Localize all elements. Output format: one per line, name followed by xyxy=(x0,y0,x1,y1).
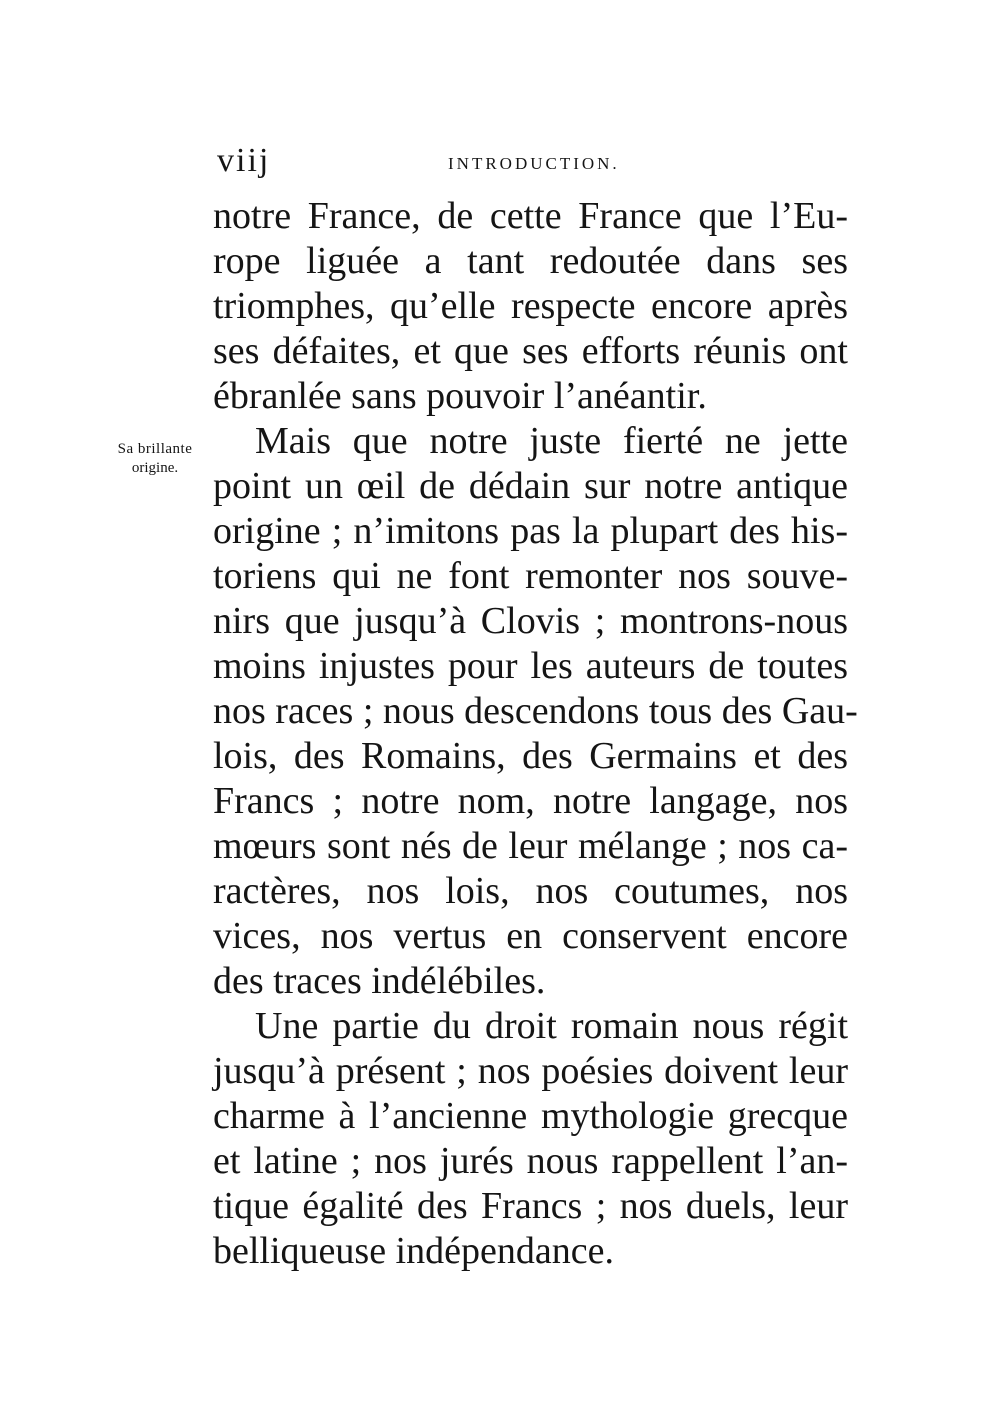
text-line: ébranlée sans pouvoir l’anéantir. xyxy=(213,375,707,417)
paragraph-2 xyxy=(213,419,858,1004)
running-head xyxy=(213,142,848,182)
text-line: nos races ; nous descendons tous des Gau- xyxy=(213,690,858,732)
text-line: toriens qui ne font remonter nos souve- xyxy=(213,555,848,597)
text-line: origine ; n’imitons pas la plupart des his- xyxy=(213,510,848,552)
text-line: belliqueuse indépendance. xyxy=(213,1230,614,1272)
text-line: Mais que notre juste fierté ne jette xyxy=(255,420,848,462)
paragraph-1 xyxy=(213,194,848,419)
text-line: nirs que jusqu’à Clovis ; montrons-nous xyxy=(213,600,848,642)
text-line: tique égalité des Francs ; nos duels, leur xyxy=(213,1185,848,1227)
text-line: ractères, nos lois, nos coutumes, nos xyxy=(213,870,848,912)
text-line: des traces indélébiles. xyxy=(213,960,546,1002)
text-line: moins injustes pour les auteurs de toutes xyxy=(213,645,848,687)
paragraph-3 xyxy=(213,1004,848,1274)
text-line: vices, nos vertus en conservent encore xyxy=(213,915,848,957)
text-line: et latine ; nos jurés nous rappellent l’an- xyxy=(213,1140,848,1182)
margin-note-line: Sa brillante xyxy=(117,441,193,457)
text-line: notre France, de cette France que l’Eu- xyxy=(213,195,848,237)
margin-note xyxy=(100,440,210,478)
margin-note-line: origine. xyxy=(131,460,179,476)
text-line: ses défaites, et que ses efforts réunis ont xyxy=(213,330,848,372)
running-head-title: INTRODUCTION. xyxy=(448,154,620,173)
text-line: jusqu’à présent ; nos poésies doivent leur xyxy=(213,1050,848,1092)
text-line: triomphes, qu’elle respecte encore après xyxy=(213,285,848,327)
text-line: mœurs sont nés de leur mélange ; nos ca- xyxy=(213,825,848,867)
text-line: Francs ; notre nom, notre langage, nos xyxy=(213,780,848,822)
text-line: rope liguée a tant redoutée dans ses xyxy=(213,240,848,282)
page-number: viij xyxy=(217,142,271,179)
text-line: lois, des Romains, des Germains et des xyxy=(213,735,848,777)
text-line: point un œil de dédain sur notre antique xyxy=(213,465,848,507)
text-line: charme à l’ancienne mythologie grecque xyxy=(213,1095,848,1137)
text-line: Une partie du droit romain nous régit xyxy=(255,1005,848,1047)
